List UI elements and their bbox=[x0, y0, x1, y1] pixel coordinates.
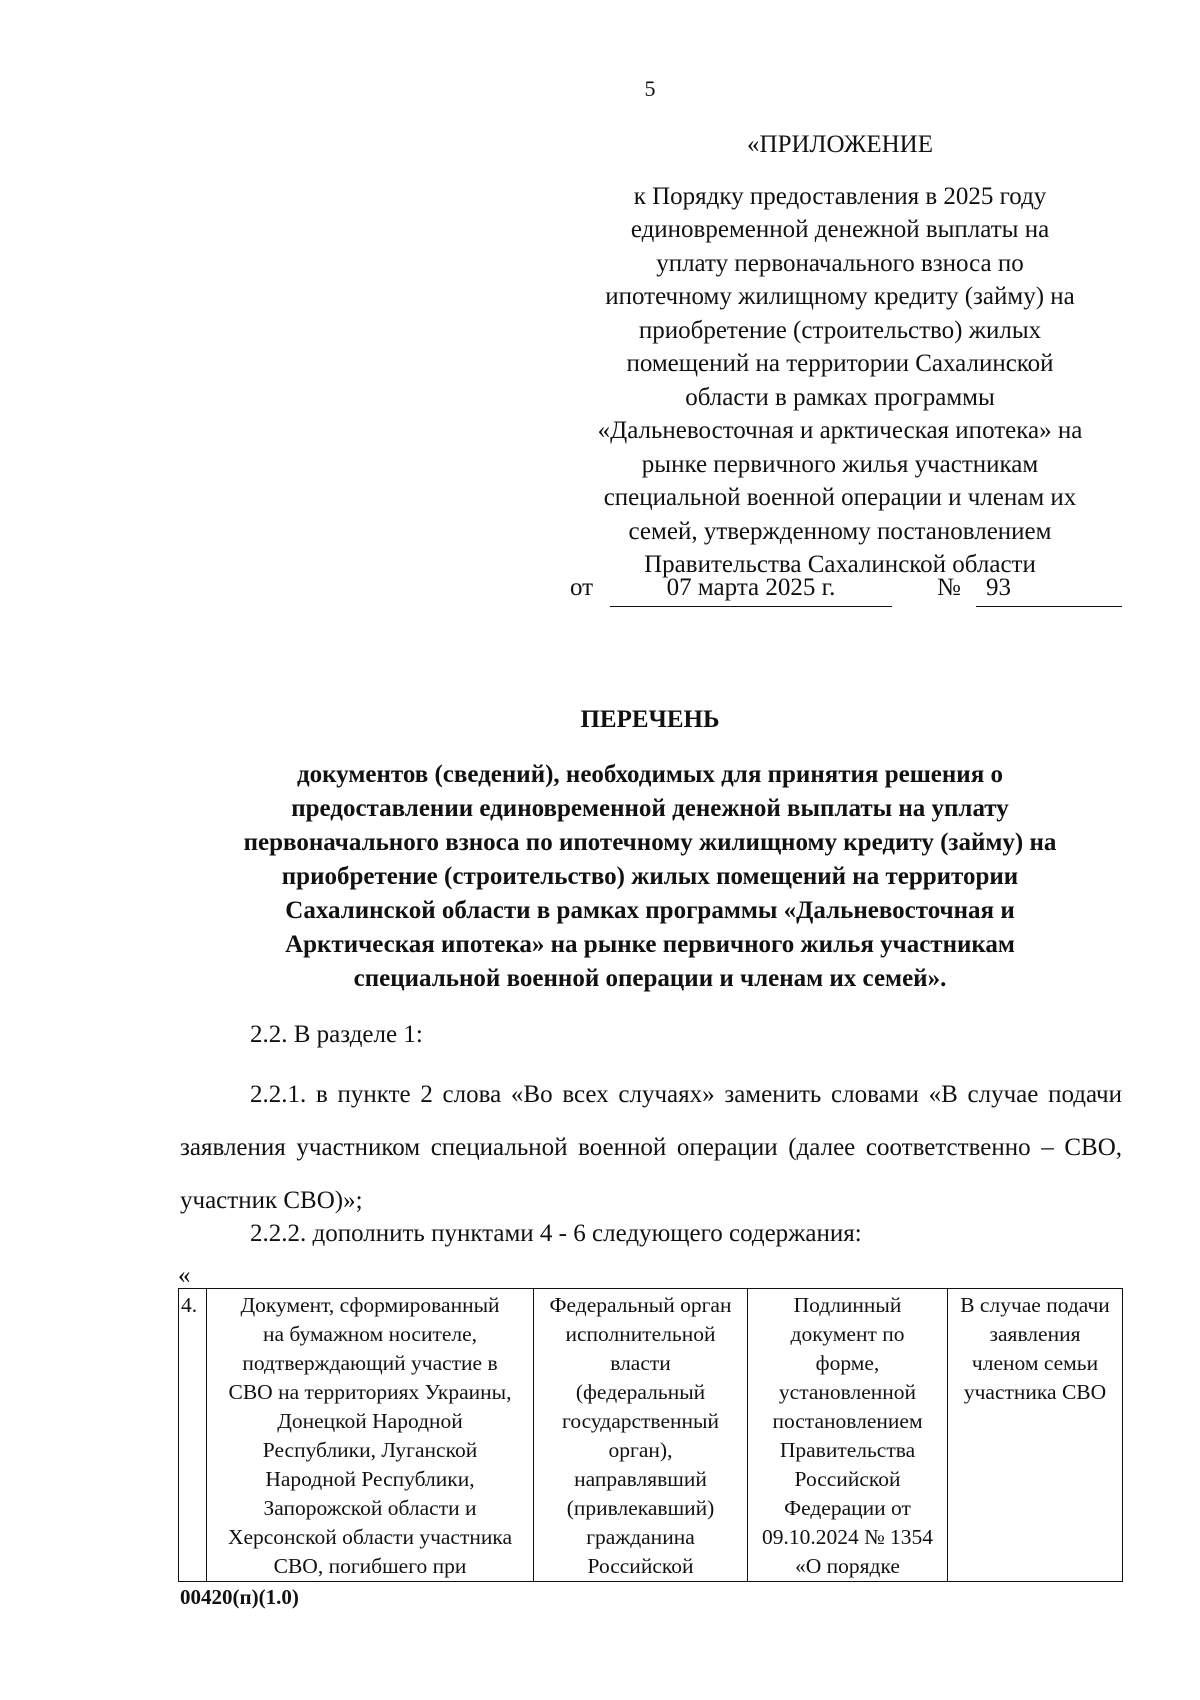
number-label: № bbox=[937, 574, 961, 601]
cell-line: (федеральный bbox=[575, 1380, 706, 1404]
subheading-line: Арктическая ипотека» на рынке первичного жилья участникам bbox=[285, 931, 1015, 958]
cell-line: Народной Республики, bbox=[265, 1467, 475, 1491]
cell-line: участника СВО bbox=[963, 1380, 1107, 1404]
cell-line: государственный bbox=[562, 1409, 719, 1433]
subheading-line: предоставлении единовременной денежной выплаты на уплату bbox=[291, 795, 1009, 822]
cell-line: орган), bbox=[608, 1438, 673, 1462]
page-number: 5 bbox=[644, 76, 656, 101]
appendix-line: ипотечному жилищному кредиту (займу) на bbox=[605, 283, 1075, 310]
cell-line: Правительства bbox=[779, 1438, 916, 1462]
cell-line: исполнительной bbox=[565, 1322, 716, 1346]
list-subheading bbox=[180, 758, 1120, 996]
cell-line: Федерации от bbox=[784, 1496, 911, 1520]
cell-line: (привлекавший) bbox=[566, 1496, 715, 1520]
cell-line: «О порядке bbox=[795, 1554, 900, 1578]
cell-form bbox=[748, 1289, 948, 1582]
cell-line: установленной bbox=[778, 1380, 917, 1404]
appendix-line: области в рамках программы bbox=[685, 383, 995, 411]
appendix-line: специальной военной операции и членам их bbox=[603, 484, 1077, 511]
cell-line: 09.10.2024 № 1354 bbox=[761, 1525, 933, 1549]
cell-line: Документ, сформированный bbox=[240, 1293, 500, 1317]
cell-line: власти bbox=[610, 1351, 671, 1375]
appendix-line: семей, утвержденному постановлением bbox=[628, 517, 1052, 545]
appendix-line: Правительства Сахалинской области bbox=[644, 551, 1036, 578]
cell-line: Запорожской области и bbox=[263, 1496, 477, 1520]
subheading-line: приобретение (строительство) жилых помещений на территории bbox=[281, 863, 1019, 890]
paragraph-section-1: 2.2. В разделе 1: bbox=[250, 1021, 423, 1048]
cell-line: направлявший bbox=[574, 1467, 707, 1491]
resolution-date: 07 марта 2025 г. bbox=[610, 574, 892, 607]
cell-line: СВО, погибшего при bbox=[273, 1554, 467, 1578]
table-row bbox=[179, 1289, 1123, 1582]
cell-number: 4. bbox=[179, 1289, 207, 1582]
appendix-line: приобретение (строительство) жилых bbox=[638, 316, 1042, 344]
appendix-line: «Дальневосточная и арктическая ипотека» на bbox=[597, 417, 1083, 444]
cell-line: Российской bbox=[794, 1467, 901, 1491]
cell-line: Республики, Луганской bbox=[262, 1438, 478, 1462]
subheading-line: первоначального взноса по ипотечному жилищному кредиту (займу) на bbox=[243, 829, 1057, 856]
cell-line: на бумажном носителе, bbox=[262, 1322, 478, 1346]
subheading-line: специальной военной операции и членам их семей». bbox=[353, 965, 947, 992]
from-label: от bbox=[570, 574, 594, 601]
resolution-number: 93 bbox=[986, 574, 1011, 601]
table-open-quote: « bbox=[178, 1262, 191, 1289]
resolution-number-line bbox=[976, 574, 1122, 607]
cell-line: Херсонской области участника bbox=[227, 1525, 513, 1549]
subheading-line: Сахалинской области в рамках программы «Дальневосточная и bbox=[285, 897, 1015, 924]
subheading-line: документов (сведений), необходимых для принятия решения о bbox=[296, 761, 1003, 788]
appendix-line: помещений на территории Сахалинской bbox=[626, 350, 1054, 377]
appendix-title: «ПРИЛОЖЕНИЕ bbox=[747, 131, 933, 158]
cell-line: подтверждающий участие в bbox=[242, 1351, 498, 1375]
paragraph-2-2-2: 2.2.2. дополнить пунктами 4 - 6 следующего содержания: bbox=[250, 1220, 862, 1247]
cell-line: гражданина bbox=[586, 1525, 695, 1549]
list-heading: ПЕРЕЧЕНЬ bbox=[580, 706, 720, 733]
cell-line: членом семьи bbox=[971, 1351, 1099, 1375]
cell-line: СВО на территориях Украины, bbox=[228, 1380, 512, 1404]
paragraph-2-2-1: 2.2.1. в пункте 2 слова «Во всех случаях» заменить словами «В случае подачи заявления участником специальной военной операции (далее соответственно – СВО, участник СВО)»; bbox=[180, 1081, 1122, 1214]
cell-document bbox=[207, 1289, 534, 1582]
documents-table bbox=[178, 1288, 1123, 1582]
cell-line: постановлением bbox=[772, 1409, 923, 1433]
appendix-line: рынке первичного жилья участникам bbox=[641, 450, 1039, 478]
appendix-line: уплату первоначального взноса по bbox=[656, 249, 1024, 277]
appendix-line: единовременной денежной выплаты на bbox=[630, 216, 1050, 243]
cell-line: Федеральный орган bbox=[549, 1293, 732, 1317]
cell-line: форме, bbox=[815, 1351, 880, 1375]
cell-line: документ по bbox=[790, 1322, 905, 1346]
cell-condition bbox=[948, 1289, 1123, 1582]
footer-code: 00420(п)(1.0) bbox=[180, 1585, 299, 1609]
appendix-line: к Порядку предоставления в 2025 году bbox=[633, 182, 1047, 210]
cell-line: Российской bbox=[587, 1554, 694, 1578]
cell-line: заявления bbox=[989, 1322, 1081, 1346]
cell-line: Донецкой Народной bbox=[277, 1409, 463, 1433]
cell-line: Подлинный bbox=[793, 1293, 902, 1317]
cell-issuer bbox=[534, 1289, 748, 1582]
appendix-block bbox=[560, 128, 1120, 582]
cell-line: В случае подачи bbox=[960, 1293, 1110, 1317]
resolution-reference bbox=[570, 574, 1122, 610]
